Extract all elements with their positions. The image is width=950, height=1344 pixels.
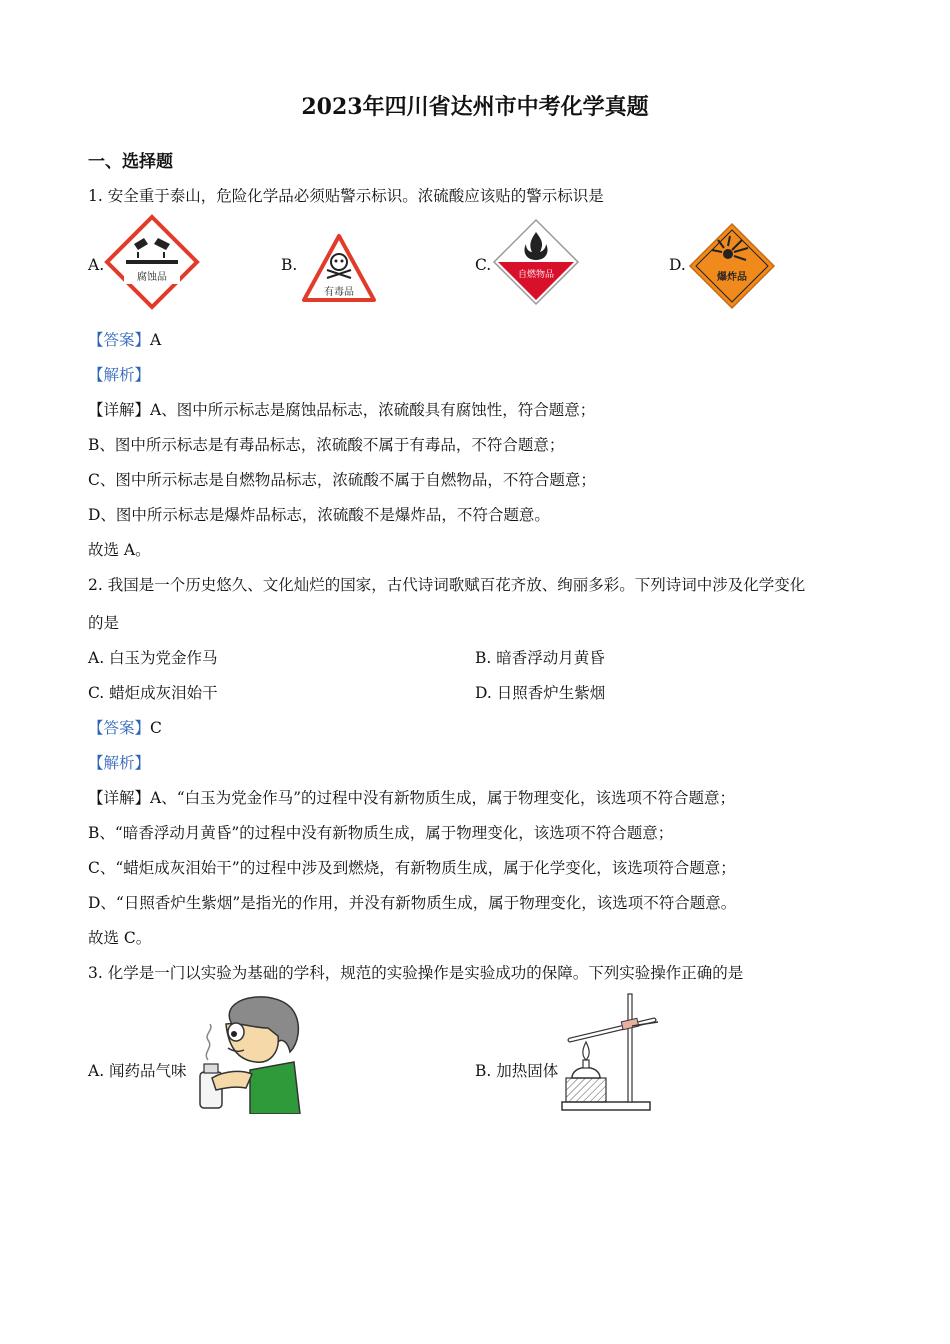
sign-b-text: 有毒品 xyxy=(324,287,354,298)
section-heading: 一、选择题 xyxy=(88,152,173,172)
q2-conclusion: 故选 C。 xyxy=(88,929,152,947)
sign-d-text: 爆炸品 xyxy=(717,272,747,283)
q2-stem-line1: 2. 我国是一个历史悠久、文化灿烂的国家，古代诗词歌赋百花齐放、绚丽多彩。下列诗词中涉及化学变化 xyxy=(88,576,806,594)
q1-conclusion: 故选 A。 xyxy=(88,541,151,559)
q2-option-a: A. 白玉为党金作马 xyxy=(88,649,218,667)
q3-option-a: A. 闻药品气味 xyxy=(88,1062,187,1080)
spontaneous-combustion-sign-icon xyxy=(492,218,580,306)
q1-detail-3: C、图中所示标志是自燃物品标志，浓硫酸不属于自燃物品，不符合题意； xyxy=(88,471,596,489)
explosive-sign-icon xyxy=(688,222,776,310)
q1-option-b-label: B. xyxy=(281,256,298,274)
q1-option-d-label: D. xyxy=(669,256,686,274)
sign-a-text: 腐蚀品 xyxy=(137,272,167,283)
smelling-chemical-illustration xyxy=(190,990,302,1114)
q1-answer: 【答案】A xyxy=(88,331,162,349)
q3-stem: 3. 化学是一门以实验为基础的学科，规范的实验操作是实验成功的保障。下列实验操作正确的是 xyxy=(88,964,744,982)
page-title: 2023年四川省达州市中考化学真题 xyxy=(301,94,649,120)
q1-analysis-tag: 【解析】 xyxy=(88,366,151,384)
q1-detail-2: B、图中所示标志是有毒品标志，浓硫酸不属于有毒品，不符合题意； xyxy=(88,436,565,454)
q2-detail-2: B、“暗香浮动月黄昏”的过程中没有新物质生成，属于物理变化，该选项不符合题意； xyxy=(88,824,674,842)
q2-detail-3: C、“蜡炬成灰泪始干”的过程中涉及到燃烧，有新物质生成，属于化学变化，该选项符合题意； xyxy=(88,859,736,877)
q2-stem-line2: 的是 xyxy=(88,614,120,632)
toxic-sign-icon xyxy=(300,232,378,304)
q3-option-b: B. 加热固体 xyxy=(475,1062,559,1080)
q2-detail-4: D、“日照香炉生紫烟”是指光的作用，并没有新物质生成，属于物理变化，该选项不符合题意。 xyxy=(88,894,737,912)
q2-analysis-tag: 【解析】 xyxy=(88,754,151,772)
q1-option-a-label: A. xyxy=(88,256,105,274)
q1-detail-4: D、图中所示标志是爆炸品标志，浓硫酸不是爆炸品，不符合题意。 xyxy=(88,506,550,524)
q1-detail-1: 【详解】A、图中所示标志是腐蚀品标志，浓硫酸具有腐蚀性，符合题意； xyxy=(88,401,596,419)
q2-option-d: D. 日照香炉生紫烟 xyxy=(475,684,606,702)
heating-solid-apparatus-illustration xyxy=(560,990,664,1116)
q2-option-c: C. 蜡炬成灰泪始干 xyxy=(88,684,218,702)
q1-stem: 1. 安全重于泰山，危险化学品必须贴警示标识。浓硫酸应该贴的警示标识是 xyxy=(88,187,604,205)
q2-answer: 【答案】C xyxy=(88,719,162,737)
q2-option-b: B. 暗香浮动月黄昏 xyxy=(475,649,605,667)
corrosive-sign-icon xyxy=(104,214,200,310)
q1-option-c-label: C. xyxy=(475,256,492,274)
sign-c-text: 自燃物品 xyxy=(517,270,555,280)
q2-detail-1: 【详解】A、“白玉为党金作马”的过程中没有新物质生成，属于物理变化，该选项不符合题意； xyxy=(88,789,736,807)
